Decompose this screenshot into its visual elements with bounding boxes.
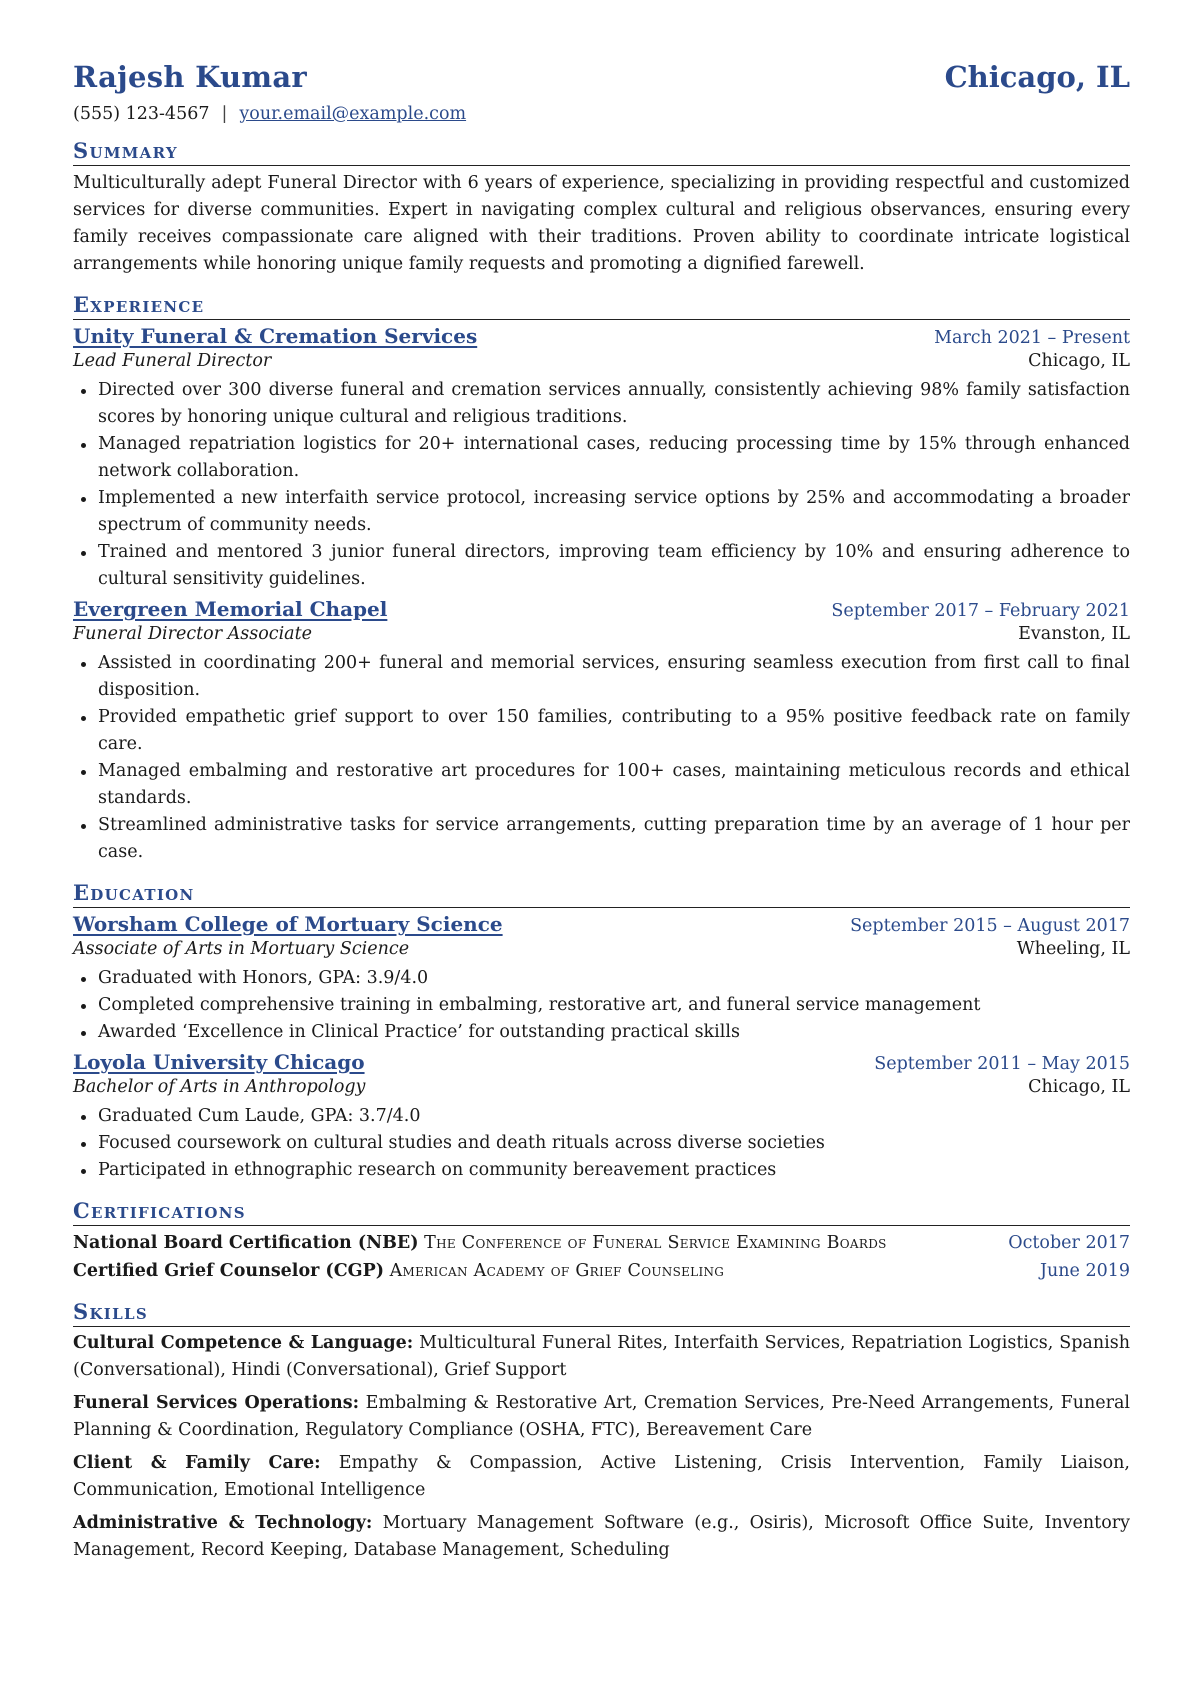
employer-link[interactable]: Evergreen Memorial Chapel [73, 597, 388, 621]
email-link[interactable]: your.email@example.com [239, 104, 467, 124]
employment-dates: September 2017 – February 2021 [831, 601, 1130, 621]
achievement-item: Streamlined administrative tasks for service arrangements, cutting preparation time by an average of 1 hour per case. [98, 812, 1130, 866]
achievement-item: Implemented a new interfaith service protocol, increasing service options by 25% and accommodating a broader spectrum of community needs. [98, 485, 1130, 539]
education-dates: September 2015 – August 2017 [850, 916, 1130, 936]
education-details-list [73, 1103, 1130, 1184]
certification-date: October 2017 [1008, 1233, 1130, 1253]
section-title-education: Education [73, 880, 1130, 908]
employment-dates: March 2021 – Present [934, 328, 1130, 348]
achievement-item: Trained and mentored 3 junior funeral directors, improving team efficiency by 10% and ensuring adherence to cultural sensitivity guidelines. [98, 539, 1130, 593]
skill-list: Empathy & Compassion, Active Listening, Crisis Intervention, Family Liaison, Communication, Emotional Intelligence [73, 1453, 1130, 1500]
education-entry [73, 912, 1130, 1046]
job-title: Lead Funeral Director [73, 351, 272, 371]
education-detail-item: Completed comprehensive training in embalming, restorative art, and funeral service management [98, 992, 1130, 1019]
candidate-name: Rajesh Kumar [73, 60, 308, 94]
job-location: Chicago, IL [1028, 351, 1130, 371]
skill-category: Funeral Services Operations: [73, 1393, 360, 1413]
certification-date: June 2019 [1039, 1261, 1130, 1281]
skill-list: Embalming & Restorative Art, Cremation Services, Pre-Need Arrangements, Funeral Planning & Coordination, Regulatory Compliance (OSHA, FTC), Bereavement Care [73, 1393, 1130, 1440]
certification-name: National Board Certification (NBE) [73, 1233, 419, 1253]
achievement-item: Managed embalming and restorative art procedures for 100+ cases, maintaining meticulous records and ethical standards. [98, 758, 1130, 812]
section-title-experience: Experience [73, 292, 1130, 320]
achievement-item: Provided empathetic grief support to over 150 families, contributing to a 95% positive feedback rate on family care. [98, 704, 1130, 758]
resume-header [73, 60, 1130, 94]
education-entry [73, 1050, 1130, 1184]
school-location: Wheeling, IL [1016, 939, 1130, 959]
achievement-item: Managed repatriation logistics for 20+ international cases, reducing processing time by 15% through enhanced network collaboration. [98, 431, 1130, 485]
section-title-skills: Skills [73, 1299, 1130, 1327]
education-details-list [73, 965, 1130, 1046]
skill-category: Administrative & Technology: [73, 1513, 373, 1533]
certification-name: Certified Grief Counselor (CGP) [73, 1261, 385, 1281]
certification-item [73, 1257, 1130, 1285]
job-location: Evanston, IL [1018, 624, 1130, 644]
achievement-item: Directed over 300 diverse funeral and cremation services annually, consistently achieving 98% family satisfaction scores by honoring unique cultural and religious traditions. [98, 377, 1130, 431]
certification-issuer: American Academy of Grief Counseling [389, 1261, 725, 1281]
certification-issuer: The Conference of Funeral Service Examining Boards [424, 1233, 887, 1253]
resume-page [73, 60, 1130, 1564]
school-location: Chicago, IL [1028, 1077, 1130, 1097]
skill-list: Mortuary Management Software (e.g., Osiris), Microsoft Office Suite, Inventory Management, Record Keeping, Database Management, Scheduling [73, 1513, 1130, 1560]
education-dates: September 2011 – May 2015 [874, 1054, 1130, 1074]
contact-separator: | [221, 104, 228, 124]
education-detail-item: Participated in ethnographic research on community bereavement practices [98, 1157, 1130, 1184]
skill-category: Client & Family Care: [73, 1453, 321, 1473]
education-detail-item: Focused coursework on cultural studies and death rituals across diverse societies [98, 1130, 1130, 1157]
job-title: Funeral Director Associate [73, 624, 313, 644]
achievement-list [73, 650, 1130, 866]
experience-section [73, 292, 1130, 866]
experience-entry [73, 597, 1130, 866]
education-section [73, 880, 1130, 1184]
skill-group [73, 1510, 1130, 1564]
skills-section [73, 1299, 1130, 1564]
section-title-summary: Summary [73, 138, 1130, 166]
school-link[interactable]: Worsham College of Mortuary Science [73, 912, 503, 936]
contact-line [73, 104, 1130, 124]
skill-group [73, 1450, 1130, 1504]
skill-list: Multicultural Funeral Rites, Interfaith Services, Repatriation Logistics, Spanish (Conversational), Hindi (Conversational), Grief Support [73, 1333, 1130, 1380]
degree-title: Associate of Arts in Mortuary Science [73, 939, 410, 959]
header-location: Chicago, IL [944, 60, 1130, 94]
certification-item [73, 1229, 1130, 1257]
skill-group [73, 1390, 1130, 1444]
education-detail-item: Awarded ‘Excellence in Clinical Practice’ for outstanding practical skills [98, 1019, 1130, 1046]
skill-category: Cultural Competence & Language: [73, 1333, 414, 1353]
section-title-certifications: Certifications [73, 1198, 1130, 1226]
employer-link[interactable]: Unity Funeral & Cremation Services [73, 324, 478, 348]
education-detail-item: Graduated with Honors, GPA: 3.9/4.0 [98, 965, 1130, 992]
certifications-section [73, 1198, 1130, 1285]
summary-section [73, 138, 1130, 278]
phone-number: (555) 123-4567 [73, 104, 210, 124]
school-link[interactable]: Loyola University Chicago [73, 1050, 365, 1074]
achievement-list [73, 377, 1130, 593]
skill-group [73, 1330, 1130, 1384]
education-detail-item: Graduated Cum Laude, GPA: 3.7/4.0 [98, 1103, 1130, 1130]
degree-title: Bachelor of Arts in Anthropology [73, 1077, 366, 1097]
summary-text: Multiculturally adept Funeral Director with 6 years of experience, specializing in providing respectful and customized services for diverse communities. Expert in navigating complex cultural and religious observances, ensuring every family receives compassionate care aligned with their traditions. Proven ability to coordinate intricate logistical arrangements while honoring unique family requests and promoting a dignified farewell. [73, 173, 1130, 274]
experience-entry [73, 324, 1130, 593]
achievement-item: Assisted in coordinating 200+ funeral and memorial services, ensuring seamless execution from first call to final disposition. [98, 650, 1130, 704]
